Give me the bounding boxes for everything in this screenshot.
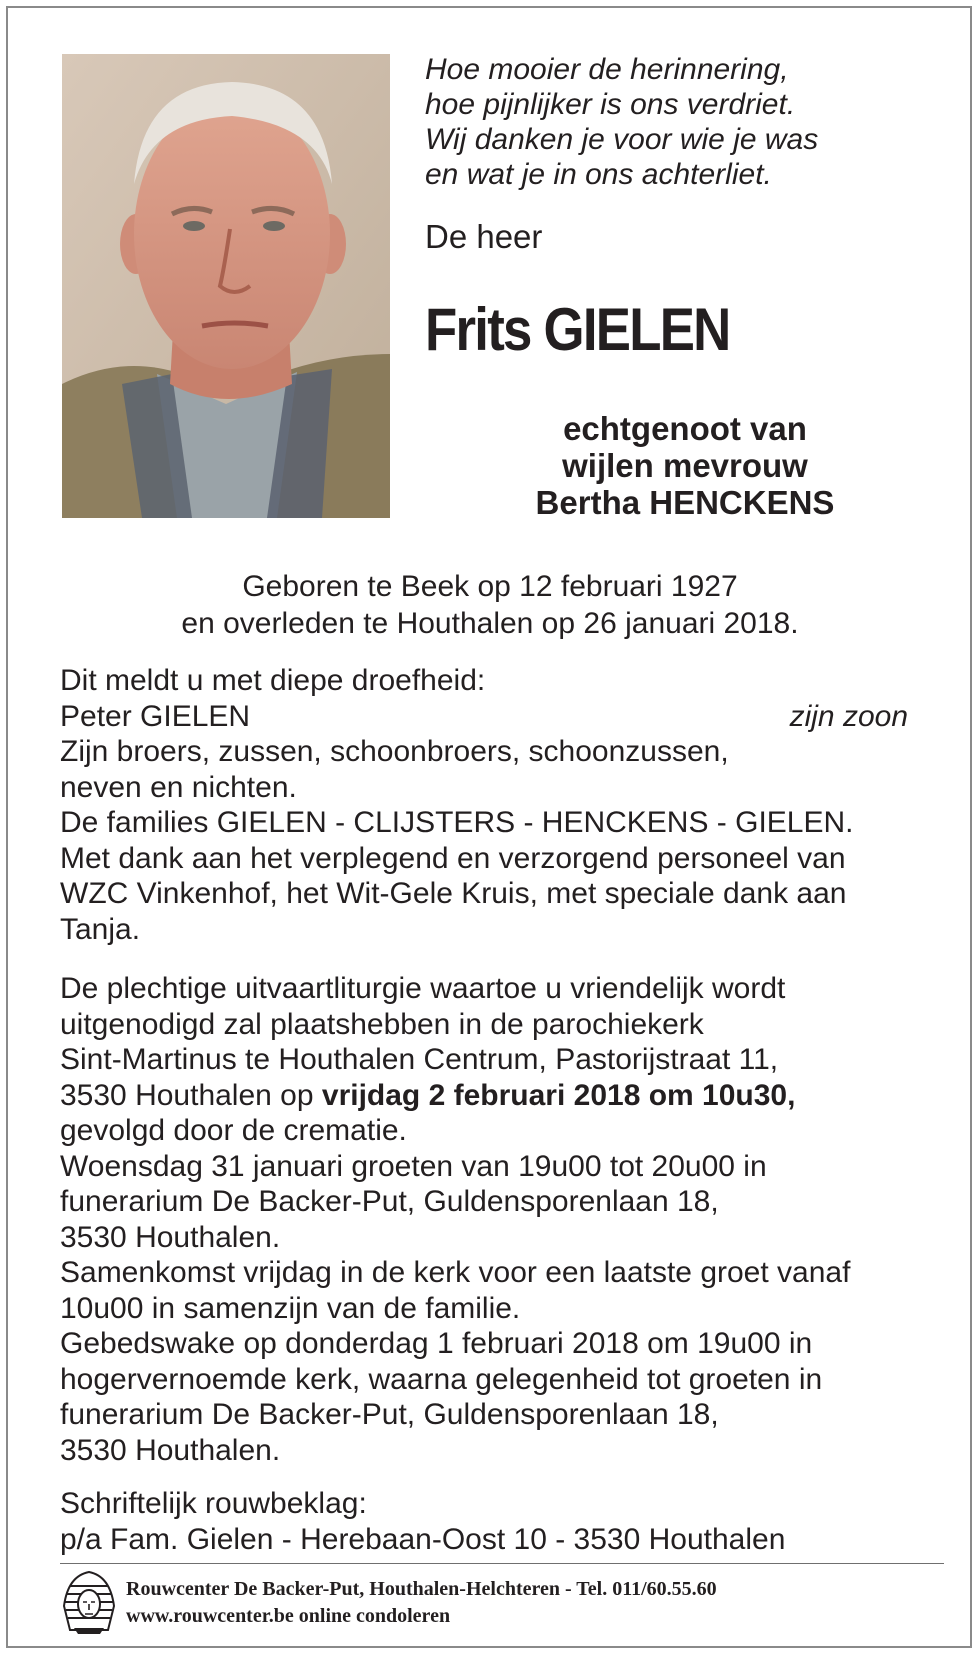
spouse-line: wijlen mevrouw — [562, 447, 808, 484]
memorial-poem — [425, 52, 818, 192]
portrait-photo — [62, 54, 390, 518]
funeral-details — [60, 971, 920, 1468]
funeral-line: Woensdag 31 januari groeten van 19u00 tot 20u00 in — [60, 1149, 767, 1183]
spouse-line: echtgenoot van — [563, 410, 807, 447]
footer-divider — [60, 1563, 944, 1564]
funeral-date-line — [60, 1078, 920, 1114]
funeral-line: De plechtige uitvaartliturgie waartoe u vriendelijk wordt — [60, 972, 786, 1005]
funeral-line: Gebedswake op donderdag 1 februari 2018 om 19u00 in — [60, 1327, 813, 1360]
announcement-block — [60, 663, 920, 947]
condolences-address: p/a Fam. Gielen - Herebaan-Oost 10 - 3530 Houthalen — [60, 1522, 786, 1556]
announcement-line: WZC Vinkenhof, het Wit-Gele Kruis, met speciale dank aan — [60, 877, 847, 910]
funeral-line: gevolgd door de crematie. — [60, 1114, 407, 1147]
funeral-date: vrijdag 2 februari 2018 om 10u30, — [321, 1078, 796, 1112]
spouse-info — [470, 410, 900, 521]
family-member-row — [60, 699, 920, 735]
announcement-intro: Dit meldt u met diepe droefheid: — [60, 664, 486, 697]
announcement-line: Tanja. — [60, 912, 141, 946]
death-line: en overleden te Houthalen op 26 januari 2018. — [181, 607, 799, 640]
spouse-name: Bertha HENCKENS — [535, 484, 835, 521]
announcement-line: Zijn broers, zussen, schoonbroers, schoonzussen, — [60, 735, 729, 768]
poem-line: hoe pijnlijker is ons verdriet. — [425, 88, 796, 121]
funeral-line: 10u00 in samenzijn van de familie. — [60, 1291, 521, 1325]
funeral-line: uitgenodigd zal plaatshebben in de parochiekerk — [60, 1007, 704, 1041]
poem-line: Hoe mooier de herinnering, — [425, 53, 789, 86]
funeral-line: 3530 Houthalen. — [60, 1433, 281, 1467]
son-name: Peter GIELEN — [60, 699, 251, 733]
funeral-line: 3530 Houthalen. — [60, 1220, 281, 1254]
pharaoh-logo-icon — [60, 1570, 118, 1636]
funeral-line: Sint-Martinus te Houthalen Centrum, Pastorijstraat 11, — [60, 1043, 779, 1076]
funeral-line: hogervernoemde kerk, waarna gelegenheid tot groeten in — [60, 1362, 823, 1396]
deceased-name: Frits GIELEN — [425, 296, 730, 363]
life-dates — [60, 568, 920, 642]
announcement-line: neven en nichten. — [60, 770, 297, 804]
funeral-line: Samenkomst vrijdag in de kerk voor een laatste groet vanaf — [60, 1256, 851, 1289]
funeral-home-website[interactable]: www.rouwcenter.be online condoleren — [126, 1605, 451, 1627]
poem-line: en wat je in ons achterliet. — [425, 158, 772, 191]
funeral-line: funerarium De Backer-Put, Guldensporenlaan 18, — [60, 1185, 719, 1218]
funeral-home-contact: Rouwcenter De Backer-Put, Houthalen-Helchteren - Tel. 011/60.55.60 — [126, 1578, 717, 1600]
funeral-home-footer — [60, 1568, 717, 1638]
condolences-label: Schriftelijk rouwbeklag: — [60, 1487, 367, 1520]
funeral-line: funerarium De Backer-Put, Guldensporenlaan 18, — [60, 1398, 719, 1431]
honorific: De heer — [425, 218, 543, 255]
condolences-block — [60, 1486, 920, 1557]
birth-line: Geboren te Beek op 12 februari 1927 — [242, 570, 738, 603]
son-relation: zijn zoon — [789, 699, 908, 733]
funeral-date-prefix: 3530 Houthalen op — [60, 1078, 322, 1112]
announcement-line: De families GIELEN - CLIJSTERS - HENCKENS - GIELEN. — [60, 806, 854, 839]
poem-line: Wij danken je voor wie je was — [425, 123, 819, 156]
portrait-image — [62, 54, 390, 518]
announcement-line: Met dank aan het verplegend en verzorgend personeel van — [60, 841, 846, 875]
footer-text — [126, 1576, 717, 1630]
